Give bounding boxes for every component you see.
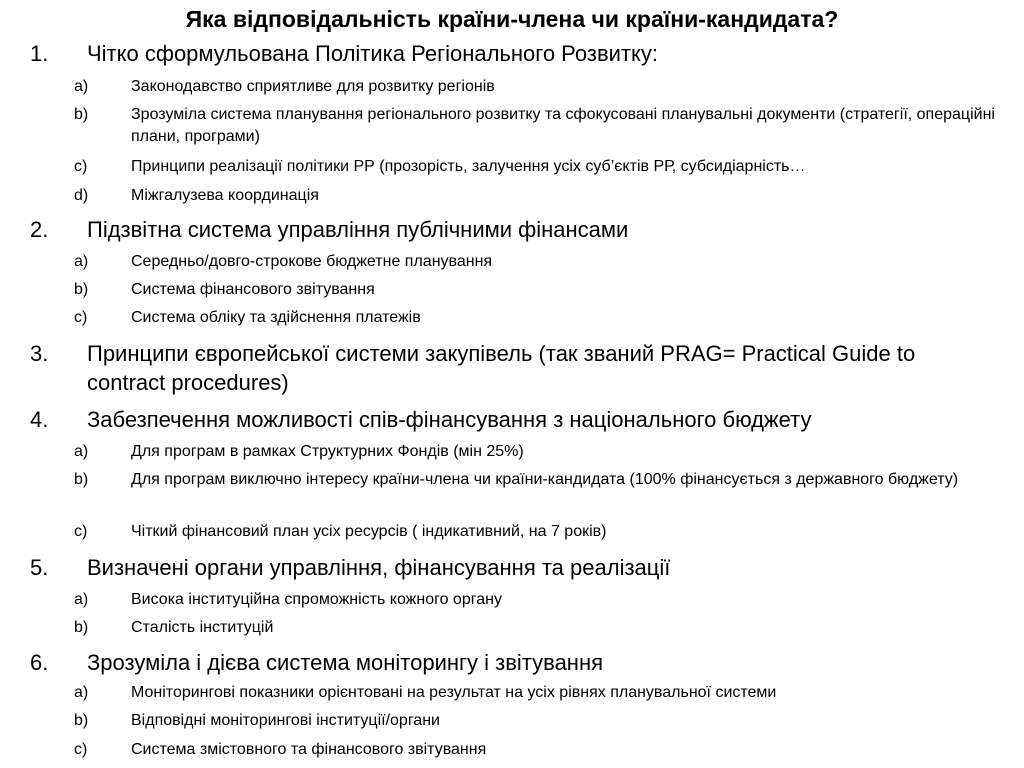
list-marker: 3. [30, 341, 49, 366]
list-marker: a) [74, 78, 89, 95]
list-item-text: Моніторингові показники орієнтовані на результат на усіх рівнях планувальної системи [131, 684, 777, 701]
list-item-text: Система змістовного та фінансового звітування [131, 741, 487, 758]
list-item-text: Принципи реалізації політики РР (прозорість, залучення усіх суб’єктів РР, субсидіарність… [131, 158, 806, 175]
list-marker: a) [74, 443, 89, 460]
list-marker: c) [74, 741, 88, 758]
list-marker: c) [74, 309, 88, 326]
slide-title: Яка відповідальність країни-члена чи країни-кандидата? [185, 6, 839, 32]
list-marker: b) [74, 281, 89, 298]
list-marker: c) [74, 523, 88, 540]
list-item-text: Принципи європейської системи закупівель (так званий PRAG= Practical Guide to contract procedures) [87, 341, 916, 395]
list-marker: 1. [30, 41, 49, 66]
list-item-text: Для програм виключно інтересу країни-члена чи країни-кандидата (100% фінансується з державного бюджету) [131, 471, 959, 488]
list-marker: b) [74, 106, 89, 123]
list-item-text: Зрозуміла і дієва система моніторингу і звітування [87, 650, 604, 675]
list-item-text: Висока інституційна спроможність кожного органу [131, 591, 502, 608]
list-item-text: Середньо/довго-строкове бюджетне планування [131, 253, 493, 270]
list-item-text: Визначені органи управління, фінансування та реалізації [87, 555, 671, 580]
list-item-text: Законодавство сприятливе для розвитку регіонів [131, 78, 495, 95]
list-marker: 5. [30, 555, 49, 580]
list-marker: b) [74, 471, 89, 488]
list-item-text: Зрозуміла система планування регіонального розвитку та сфокусовані планувальні документи (стратегії, операційні плани, програми) [131, 106, 995, 145]
list-marker: a) [74, 253, 89, 270]
list-item-text: Міжгалузева координація [131, 187, 319, 204]
list-marker: 2. [30, 217, 49, 242]
list-item-text: Відповідні моніторингові інституції/органи [131, 712, 440, 729]
list-item-text: Сталість інституцій [131, 619, 274, 636]
list-item-text: Підзвітна система управління публічними фінансами [87, 217, 629, 242]
list-item-text: Для програм в рамках Структурних Фондів (мін 25%) [131, 443, 524, 460]
list-marker: b) [74, 619, 89, 636]
list-item-text: Чітко сформульована Політика Регіонального Розвитку: [87, 41, 658, 66]
list-item-text: Система обліку та здійснення платежів [131, 309, 421, 326]
list-item-text: Чіткий фінансовий план усіх ресурсів ( індикативний, на 7 років) [131, 523, 607, 540]
list-item-text: Система фінансового звітування [131, 281, 375, 298]
list-marker: d) [74, 187, 89, 204]
list-item-text: Забезпечення можливості спів-фінансування з національного бюджету [87, 407, 812, 432]
list-marker: 6. [30, 650, 49, 675]
list-marker: b) [74, 712, 89, 729]
list-marker: c) [74, 158, 88, 175]
list-marker: a) [74, 591, 89, 608]
list-marker: 4. [30, 407, 49, 432]
list-marker: a) [74, 684, 89, 701]
